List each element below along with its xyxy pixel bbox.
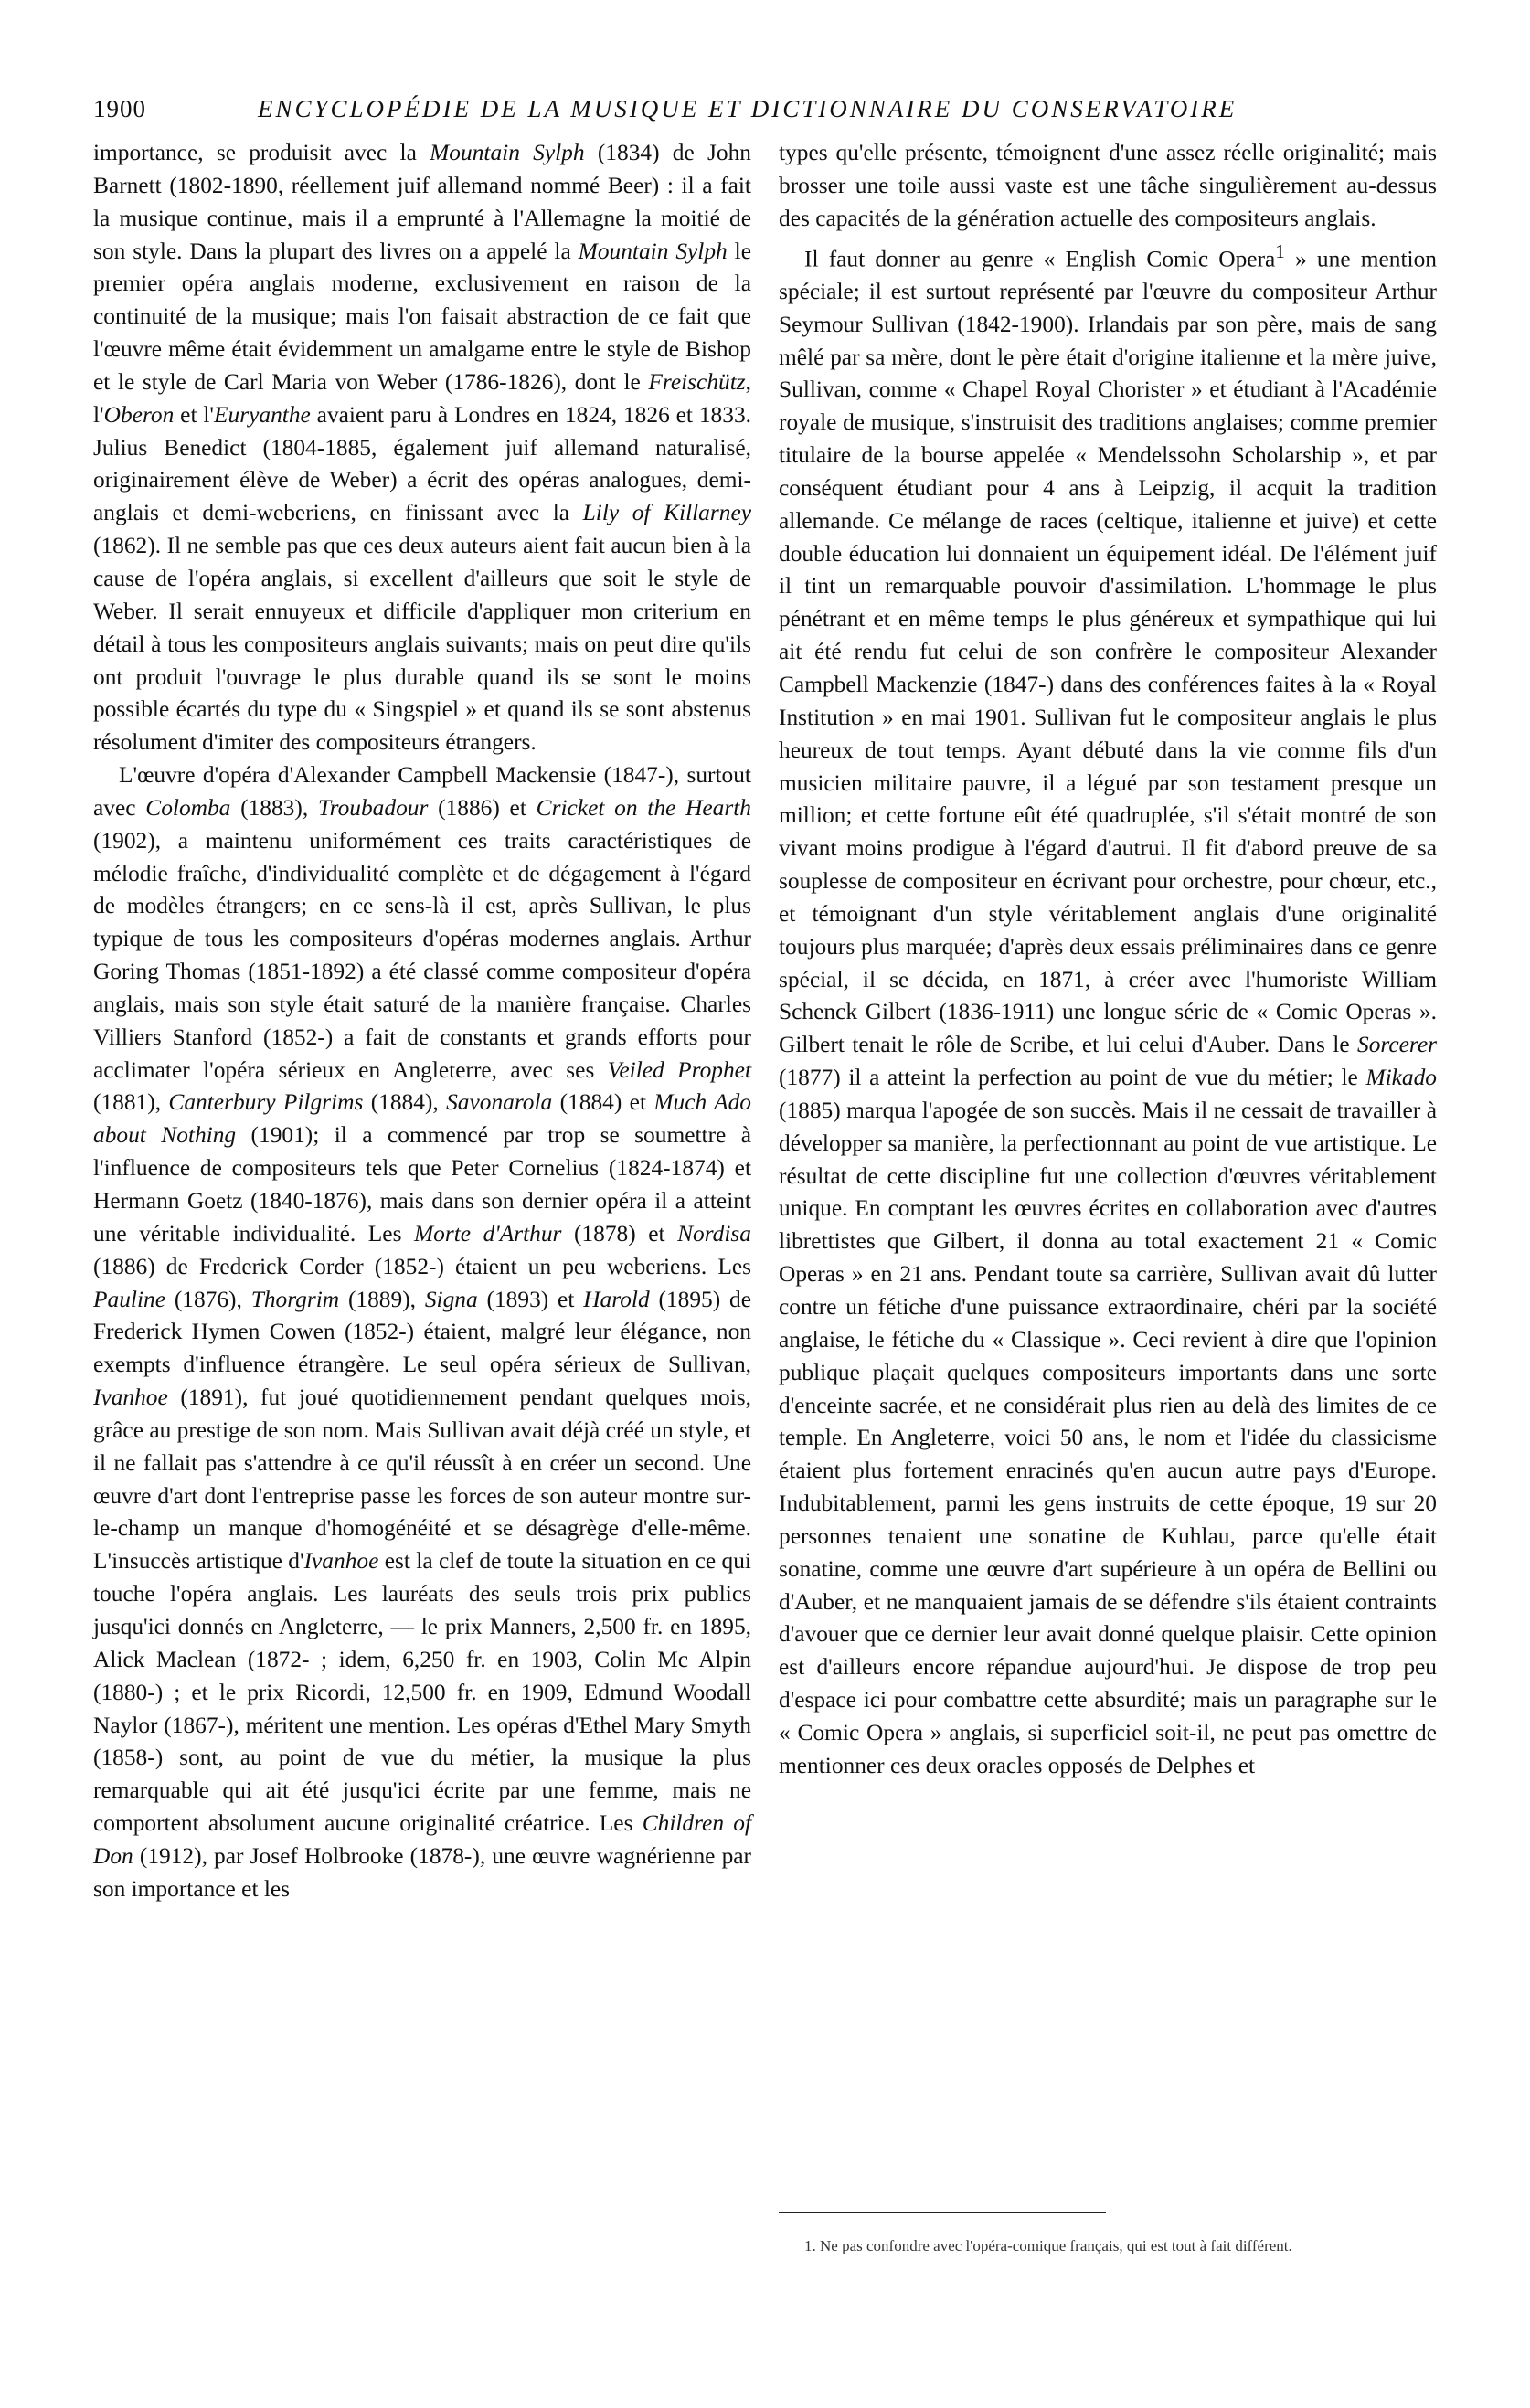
work-title: Morte d'Arthur [414, 1220, 562, 1246]
right-paragraph-2 [779, 236, 1437, 1783]
work-title: Sorcerer [1357, 1032, 1437, 1058]
footnote-marker[interactable]: 1 [1275, 239, 1285, 262]
text-run: (1877) il a atteint la perfection au point de vue du métier; le [779, 1065, 1366, 1091]
text-run: importance, se produisit avec la [93, 140, 430, 165]
text-run: , l' [93, 368, 751, 428]
text-run: (1885) marqua l'apogée de son succès. Mais il ne cessait de travailler à développer sa manière, la perfectionnant au point de vue artistique. Le résultat de cette discipline fut une collection d'œuvres véritablement unique. En comptant les œuvres écrites en collaboration avec d'autres librettistes que Gilbert, il donna au total exactement 21 « Comic Operas » en 21 ans. Pendant toute sa carrière, Sullivan avait dû lutter contre un fétiche d'une puissance extraordinaire, chéri par la société anglaise, le fétiche du « Classique ». Ceci revient à dire que l'opinion publique plaçait quelques compositeurs importants dans une sorte d'enceinte sacrée, et ne considérait plus rien au delà des limites de ce temple. En Angleterre, voici 50 ans, le nom et l'idée du classicisme étaient plus fortement enracinés qu'en aucun autre pays d'Europe. Indubitablement, parmi les gens instruits de cette époque, 19 sur 20 personnes tenaient une sonatine de Kuhlau, parce qu'elle était sonatine, comme une œuvre d'art supérieure à un opéra de Bellini ou d'Auber, et ne manquaient jamais de se défendre s'ils étaient contraints d'avouer que ce dernier leur avait donné quelque plaisir. Cette opinion est d'ailleurs encore répandue aujourd'hui. Je dispose de trop peu d'espace ici pour combattre cette absurdité; mais un paragraphe sur le « Comic Opera » anglais, si superficiel soit-il, ne peut pas omettre de mentionner ces deux oracles opposés de Delphes et [779, 1097, 1437, 1778]
text-run: (1901); il a commencé par trop se soumettre à l'influence de compositeurs tels que Peter Cornelius (1824-1874) et Hermann Goetz (1840-1876), mais dans son dernier opéra il a atteint une véritable individualité. Les [93, 1122, 751, 1246]
work-title: Children of Don [93, 1810, 752, 1869]
page-header [93, 95, 1437, 132]
text-run: avaient paru à Londres en 1824, 1826 et 1833. Julius Benedict (1804-1885, également juif allemand naturalisé, originairement élève de Weber) a écrit des opéras analogues, demi-anglais et demi-weberiens, en finissant avec la [93, 401, 751, 526]
text-run: est la clef de toute la situation en ce qui touche l'opéra anglais. Les lauréats des seuls trois prix publics jusqu'ici donnés en Angleterre, — le prix Manners, 2,500 fr. en 1895, Alick Maclean (1872- ; idem, 6,250 fr. en 1903, Colin Mc Alpin (1880-) ; et le prix Ricordi, 12,500 fr. en 1909, Edmund Woodall Naylor (1867-), méritent une mention. Les opéras d'Ethel Mary Smyth (1858-) sont, au point de vue du métier, la musique la plus remarquable qui ait été jusqu'ici écrite par une femme, mais ne comportent absolument aucune originalité créatrice. Les [93, 1548, 751, 1837]
text-run: et l' [174, 401, 215, 428]
text-run: (1881), [93, 1089, 169, 1116]
text-run: types qu'elle présente, témoignent d'une assez réelle originalité; mais brosser une toile aussi vaste est une tâche singulièrement au-dessus des capacités de la génération actuelle des compositeurs anglais. [779, 140, 1437, 231]
text-run: (1884), [363, 1089, 447, 1116]
work-title: Signa [424, 1286, 478, 1312]
work-title: Canterbury Pilgrims [168, 1089, 364, 1116]
text-run: (1886) et [428, 794, 537, 821]
text-run: (1834) de John Barnett (1802-1890, réellement juif allemand nommé Beer) : il a fait la musique continue, mais il a emprunté à l'Allemagne la moitié de son style. Dans la plupart des livres on a appelé la [93, 140, 751, 264]
work-title: Ivanhoe [303, 1548, 379, 1575]
work-title: Nordisa [677, 1220, 751, 1246]
left-paragraph-2 [93, 759, 751, 1906]
text-run: le premier opéra anglais moderne, exclusivement en raison de la continuité de la musique; mais l'on faisait abstraction de ce fait que l'œuvre même était évidemment un amalgame entre le style de Bishop et le style de Carl Maria von Weber (1786-1826), dont le [93, 238, 751, 395]
footnote-divider [779, 2212, 1106, 2213]
text-run: (1886) de Frederick Corder (1852-) étaient un peu weberiens. Les [93, 1253, 751, 1279]
work-title: Freischütz [648, 368, 746, 395]
footnote [779, 2235, 1437, 2257]
text-run: (1912), par Josef Holbrooke (1878-), une œuvre wagnérienne par son importance et les [93, 1842, 751, 1902]
text-run: (1876), [165, 1286, 251, 1312]
work-title: Lily of Killarney [582, 500, 751, 526]
text-run: (1884) et [552, 1089, 654, 1116]
left-column [93, 137, 751, 1906]
text-run: (1891), fut joué quotidiennement pendant quelques mois, grâce au prestige de son nom. Mais Sullivan avait déjà créé un style, et il ne fallait pas s'attendre à ce qu'il réussît à en créer un second. Une œuvre d'art dont l'entreprise passe les forces de son auteur montre sur-le-champ un manque d'homogénéité et se désagrège d'elle-même. L'insuccès artistique d' [93, 1384, 751, 1575]
text-run: (1889), [339, 1286, 425, 1312]
work-title: Thorgrim [250, 1286, 340, 1312]
work-title: Mikado [1365, 1065, 1437, 1091]
text-run: L'œuvre d'opéra d'Alexander Campbell Mackensie (1847-), surtout avec [93, 762, 751, 821]
running-title: ENCYCLOPÉDIE DE LA MUSIQUE ET DICTIONNAIRE DU CONSERVATOIRE [258, 95, 1238, 122]
text-run: (1878) et [561, 1220, 678, 1246]
text-run: (1862). Il ne semble pas que ces deux auteurs aient fait aucun bien à la cause de l'opéra anglais, si excellent d'ailleurs que soit le style de Weber. Il serait ennuyeux et difficile d'appliquer mon criterium en détail à tous les compositeurs anglais suivants; mais on peut dire qu'ils ont produit l'ouvrage le plus durable quand ils se sont le moins possible écartés du type du « Singspiel » et quand ils se sont abstenus résolument d'imiter des compositeurs étrangers. [93, 533, 751, 756]
work-title: Troubadour [317, 794, 429, 821]
text-run: » une mention spéciale; il est surtout représenté par l'œuvre du compositeur Arthur Seymour Sullivan (1842-1900). Irlandais par son père, mais de sang mêlé par sa mère, dont le père était d'origine italienne et la mère juive, Sullivan, comme « Chapel Royal Chorister » et étudiant à l'Académie royale de musique, s'instruisit des traditions anglaises; comme premier titulaire de la bourse appelée « Mendelssohn Scholarship », et par conséquent étudiant pour 4 ans à Leipzig, il acquit la tradition allemande. Ce mélange de races (celtique, italienne et juive) et cette double éducation lui donnaient un équipement idéal. De l'élément juif il tint un remarquable pouvoir d'assimilation. L'hommage le plus pénétrant et en même temps le plus généreux et sympathique qui lui ait été rendu fut celui de son confrère le compositeur Alexander Campbell Mackenzie (1847-) dans des conférences faites à la « Royal Institution » en mai 1901. Sullivan fut le compositeur anglais le plus heureux de tout temps. Ayant débuté dans la vie comme fils d'un musicien militaire pauvre, il a légué par son testament presque un million; et cette fortune eût été quadruplée, s'il s'était montré de son vivant moins prodigue à l'égard d'autrui. Il fit d'abord preuve de sa souplesse de compositeur en écrivant pour orchestre, pour chœur, etc., et témoignant d'un style véritablement anglais d'une originalité toujours plus marquée; d'après deux essais préliminaires dans ce genre spécial, il se décida, en 1871, à créer avec l'humoriste William Schenck Gilbert (1836-1911) une longue série de « Comic Operas ». Gilbert tenait le rôle de Scribe, et lui celui d'Auber. Dans le [779, 246, 1437, 1058]
work-title: Much Ado about Nothing [93, 1089, 751, 1149]
work-title: Euryanthe [214, 401, 311, 428]
text-run: (1893) et [477, 1286, 584, 1312]
work-title: Ivanhoe [93, 1384, 168, 1411]
left-paragraph-1 [93, 137, 751, 759]
work-title: Mountain Sylph [430, 140, 585, 165]
text-run: Il faut donner au genre « English Comic Opera [804, 246, 1276, 271]
work-title: Colomba [145, 794, 231, 821]
page-number: 1900 [93, 95, 146, 122]
work-title: Savonarola [446, 1089, 553, 1116]
text-run: (1902), a maintenu uniformément ces traits caractéristiques de mélodie fraîche, d'individualité complète et de dégagement à l'égard de modèles étrangers; en ce sens-là il est, après Sullivan, le plus typique de tous les compositeurs d'opéras modernes anglais. Arthur Goring Thomas (1851-1892) a été classé comme compositeur d'opéra anglais, mais son style était saturé de la manière française. Charles Villiers Stanford (1852-) a fait de constants et grands efforts pour acclimater l'opéra sérieux en Angleterre, avec ses [93, 827, 751, 1083]
work-title: Harold [583, 1286, 650, 1312]
work-title: Mountain Sylph [578, 238, 728, 264]
work-title: Pauline [93, 1286, 165, 1312]
work-title: Oberon [103, 401, 175, 428]
right-paragraph-1 [779, 137, 1437, 236]
work-title: Veiled Prophet [607, 1056, 751, 1083]
work-title: Cricket on the Hearth [536, 794, 751, 821]
text-run: (1895) de Frederick Hymen Cowen (1852-) étaient, malgré leur élégance, non exempts d'influence étrangère. Le seul opéra sérieux de Sullivan, [93, 1286, 751, 1378]
right-column [779, 137, 1437, 1783]
footnote-text: 1. Ne pas confondre avec l'opéra-comique français, qui est tout à fait différent. [804, 2237, 1292, 2254]
text-run: (1883), [230, 794, 318, 821]
